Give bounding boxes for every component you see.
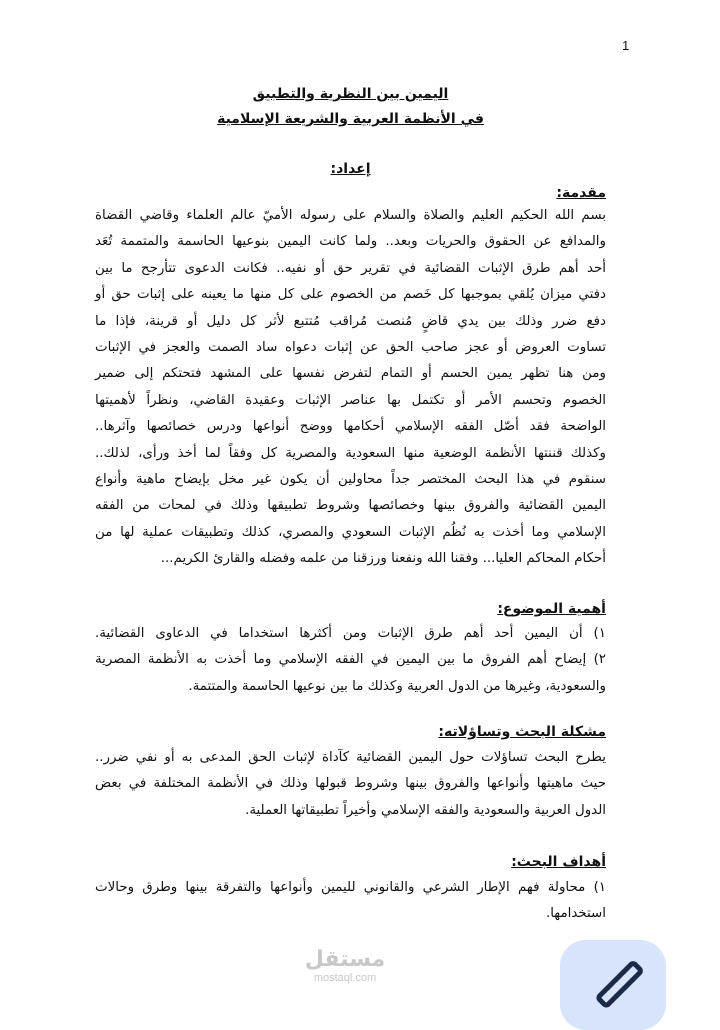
paragraph-line: والمدافع عن الحقوق والحريات وبعد.. ولما كانت اليمين بنوعيها الحاسمة والمتممة تُعَد bbox=[95, 234, 606, 250]
paragraph-line: دفع ضرر وذلك بين يدي قاضٍ مُنصت مُراقب مُتتبع لأثر كل دليل أو قرينة، فإذا ما bbox=[95, 313, 606, 329]
paragraph-line: ومن هنا تظهر يمين الحسم أو التمام لتفرض نفسها على المشهد فتحتكم إلى ضمير bbox=[95, 366, 606, 382]
section-heading: مشكلة البحث وتساؤلاته: bbox=[438, 724, 606, 740]
paragraph-line: حيث ماهيتها وأنواعها والفروق بينها وشروط قبولها وذلك في الأنظمة المختلفة في بعض bbox=[95, 776, 606, 792]
watermark-latin: mostaql.com bbox=[313, 972, 377, 984]
paragraph-line: ١) محاولة فهم الإطار الشرعي والقانوني لليمين وأنواعها والتفرقة بينها وطرق وحالات bbox=[95, 880, 606, 895]
paragraph-line: والسعودية، وغيرها من الدول العربية وكذلك ما بين نوعيها الحاسمة والمتتمة. bbox=[188, 678, 606, 694]
paragraph-line: سنقوم في هذا البحث المختصر جداً محاولين أن يكون غير مخل بإيضاح ماهية وأنواع bbox=[95, 472, 606, 487]
document-title: اليمين بين النظرية والتطبيق bbox=[252, 86, 449, 102]
paragraph-line: ٢) إيضاح أهم الفروق ما بين اليمين في الفقه الإسلامي وما أخذت به الأنظمة المصرية bbox=[95, 652, 606, 668]
section-heading: أهمية الموضوع: bbox=[497, 601, 606, 617]
paragraph-line: الخصوم وتحسم الأمر أو تكتمل بها عناصر الإثبات وعقيدة القاضي، ونظراً لأهميتها bbox=[95, 392, 606, 408]
paragraph-line: أحد أهم طرق الإثبات القضائية في تقرير حق أو نفيه.. فكانت الدعوى تتأرجح ما بين bbox=[95, 260, 606, 276]
watermark-arabic: مستقل bbox=[304, 947, 386, 972]
paragraph-line: بسم الله الحكيم العليم والصلاة والسلام على رسوله الأميّ عالم العلماء وقاضي القضاة bbox=[95, 208, 606, 223]
paragraph-line: دفتي ميزان يُلقي بموجبها كل خَصم من الخصوم على كل منها ما يعينه على إثبات حق أو bbox=[95, 287, 606, 303]
edit-button[interactable] bbox=[560, 940, 666, 1030]
pen-icon bbox=[560, 940, 666, 1010]
mostaql-watermark bbox=[300, 948, 390, 984]
document-subtitle: في الأنظمة العربية والشريعة الإسلامية bbox=[217, 111, 484, 127]
paragraph-line: الواضحة فقد أصّل الفقه الإسلامي أحكامها ووضح أنواعها ودرس خصائصها وآثرها.. bbox=[95, 419, 606, 435]
paragraph-line: تساوت العروض أو عجز صاحب الحق عن إثبات دعواه ساد الصمت والعجز في الإثبات bbox=[95, 340, 606, 355]
paragraph-line: الدول العربية والسعودية والفقه الإسلامي وأخيراً تطبيقاتها العملية. bbox=[245, 802, 606, 818]
paragraph-line: الإسلامي وما أخذت به نُظُم الإثبات السعودي والمصري، كذلك وتطبيقات عملية لها من bbox=[95, 524, 606, 540]
section-heading: أهداف البحث: bbox=[511, 854, 606, 870]
section-heading: مقدمة: bbox=[556, 185, 606, 201]
prepared-by-label: إعداد: bbox=[330, 161, 371, 177]
paragraph-line: وكذلك قننتها الأنظمة الوضعية منها السعودية والمصرية كل وفقاً لما أخذ ورأى، لذلك.. bbox=[95, 445, 606, 461]
paragraph-line: اليمين القضائية والفروق بينها وخصائصها وشروط تطبيقها وذلك في لمحات من الفقه bbox=[95, 498, 606, 514]
paragraph-line: أحكام المحاكم العليا... وفقنا الله ونفعنا ورزقنا من علمه وفضله والقارئ الكريم... bbox=[160, 551, 606, 567]
paragraph-line: يطرح البحث تساؤلات حول اليمين القضائية كآداة لإثبات الحق المدعى به أو نفي ضرر.. bbox=[95, 750, 606, 765]
page-number: 1 bbox=[622, 38, 630, 53]
paragraph-line: ١) أن اليمين أحد أهم طرق الإثبات ومن أكثرها استخداما في الدعاوى القضائية. bbox=[95, 626, 606, 641]
paragraph-line: استخدامها. bbox=[545, 906, 606, 922]
